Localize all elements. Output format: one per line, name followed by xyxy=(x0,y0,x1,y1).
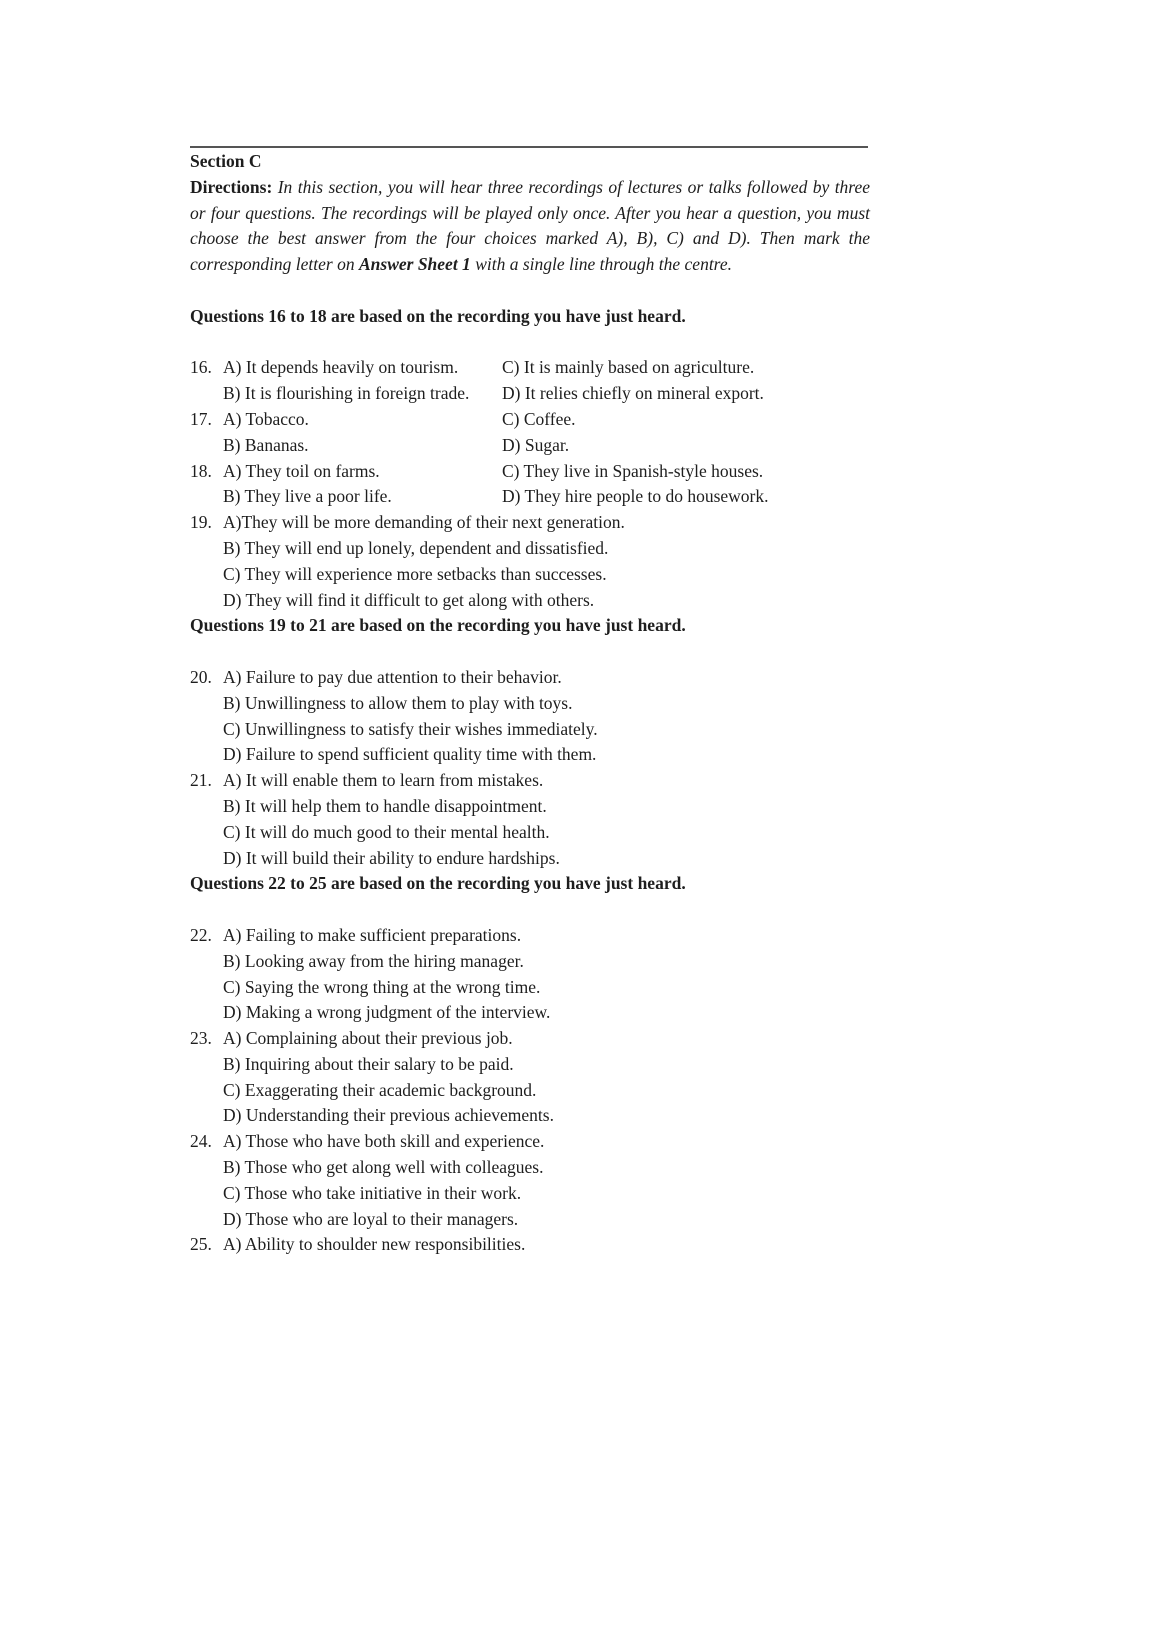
option-d: D) It will build their ability to endure hardships. xyxy=(223,847,560,868)
question-line xyxy=(190,717,870,743)
question-line xyxy=(190,1207,870,1233)
option-a: A) Ability to shoulder new responsibilities. xyxy=(223,1234,526,1255)
question-line xyxy=(190,1181,870,1207)
section-title: Section C xyxy=(190,151,262,171)
question-number: 16. xyxy=(190,357,212,378)
question-number: 19. xyxy=(190,512,212,533)
question-line xyxy=(190,355,870,381)
question-number: 23. xyxy=(190,1028,212,1049)
question-line xyxy=(190,975,870,1001)
option-b: B) Bananas. xyxy=(223,434,309,455)
question-line xyxy=(190,588,870,614)
option-a: A) It will enable them to learn from mistakes. xyxy=(223,770,544,791)
spacer xyxy=(190,278,870,304)
option-b: B) Unwillingness to allow them to play with toys. xyxy=(223,692,573,713)
option-b: B) Inquiring about their salary to be paid. xyxy=(223,1053,514,1074)
option-d: D) Making a wrong judgment of the interview. xyxy=(223,1002,551,1023)
question-line xyxy=(190,923,870,949)
option-b: B) They will end up lonely, dependent and dissatisfied. xyxy=(223,537,609,558)
question-line xyxy=(190,820,870,846)
question-line xyxy=(190,536,870,562)
question-line xyxy=(190,407,870,433)
directions-label: Directions: xyxy=(190,176,273,197)
answer-sheet-ref: Answer Sheet 1 xyxy=(358,254,471,275)
option-c: C) Unwillingness to satisfy their wishes immediately. xyxy=(223,718,598,739)
option-a: A) Complaining about their previous job. xyxy=(223,1028,513,1049)
question-line xyxy=(190,1078,870,1104)
question-blocks xyxy=(190,304,870,1258)
question-line xyxy=(190,381,870,407)
question-line xyxy=(190,846,870,872)
option-a: A) It depends heavily on tourism. xyxy=(223,357,459,378)
option-c: C) They will experience more setbacks than successes. xyxy=(223,563,607,584)
option-b: B) They live a poor life. xyxy=(223,486,392,507)
option-c: C) They live in Spanish-style houses. xyxy=(502,460,764,481)
question-line xyxy=(190,1232,870,1258)
option-d: D) Failure to spend sufficient quality time with them. xyxy=(223,744,597,765)
question-line xyxy=(190,1052,870,1078)
section-divider xyxy=(190,146,868,148)
question-line xyxy=(190,794,870,820)
spacer xyxy=(190,639,870,665)
question-line xyxy=(190,1000,870,1026)
question-line xyxy=(190,562,870,588)
question-line xyxy=(190,433,870,459)
question-line xyxy=(190,1129,870,1155)
question-group-heading: Questions 22 to 25 are based on the recording you have just heard. xyxy=(190,873,686,894)
question-number: 20. xyxy=(190,666,212,687)
option-a: A) Those who have both skill and experience. xyxy=(223,1131,545,1152)
option-a: A) Failing to make sufficient preparations. xyxy=(223,924,522,945)
question-number: 24. xyxy=(190,1131,212,1152)
option-a: A) They toil on farms. xyxy=(223,460,380,481)
option-d: D) They hire people to do housework. xyxy=(502,486,769,507)
question-number: 17. xyxy=(190,408,212,429)
option-b: B) It will help them to handle disappointment. xyxy=(223,795,547,816)
question-line xyxy=(190,691,870,717)
option-a: A) Tobacco. xyxy=(223,408,309,429)
question-line xyxy=(190,949,870,975)
option-b: B) Those who get along well with colleagues. xyxy=(223,1157,544,1178)
question-group-heading: Questions 19 to 21 are based on the recording you have just heard. xyxy=(190,615,686,636)
option-d: D) Understanding their previous achievements. xyxy=(223,1105,554,1126)
question-line xyxy=(190,459,870,485)
option-c: C) Coffee. xyxy=(502,408,576,429)
page-content xyxy=(190,149,870,1258)
question-line xyxy=(190,742,870,768)
question-line xyxy=(190,665,870,691)
directions-text-end: with a single line through the centre. xyxy=(475,254,732,275)
spacer xyxy=(190,897,870,923)
question-line xyxy=(190,510,870,536)
option-c: C) It will do much good to their mental health. xyxy=(223,821,550,842)
option-a: A)They will be more demanding of their next generation. xyxy=(223,512,625,533)
question-number: 21. xyxy=(190,770,212,791)
question-line xyxy=(190,1103,870,1129)
question-line xyxy=(190,768,870,794)
option-b: B) It is flourishing in foreign trade. xyxy=(223,383,470,404)
option-d: D) Those who are loyal to their managers. xyxy=(223,1208,519,1229)
option-b: B) Looking away from the hiring manager. xyxy=(223,950,524,971)
option-c: C) It is mainly based on agriculture. xyxy=(502,357,755,378)
spacer xyxy=(190,330,870,356)
option-c: C) Those who take initiative in their work. xyxy=(223,1182,522,1203)
question-line xyxy=(190,1155,870,1181)
directions xyxy=(190,175,870,278)
question-line xyxy=(190,1026,870,1052)
question-number: 25. xyxy=(190,1234,212,1255)
option-c: C) Saying the wrong thing at the wrong time. xyxy=(223,976,541,997)
directions-text: In this section, you will hear three recordings of lectures or talks followed by three or four questions. The recordings will be played only once. After you hear a question, you must choose the best answer from the four choices marked A), B), C) and D). Then mark the corresponding letter on xyxy=(190,176,871,275)
option-d: D) Sugar. xyxy=(502,434,570,455)
question-number: 22. xyxy=(190,924,212,945)
option-d: D) They will find it difficult to get along with others. xyxy=(223,589,595,610)
option-a: A) Failure to pay due attention to their behavior. xyxy=(223,666,562,687)
question-number: 18. xyxy=(190,460,212,481)
option-c: C) Exaggerating their academic background. xyxy=(223,1079,537,1100)
option-d: D) It relies chiefly on mineral export. xyxy=(502,383,764,404)
question-line xyxy=(190,484,870,510)
question-group-heading: Questions 16 to 18 are based on the recording you have just heard. xyxy=(190,305,686,326)
